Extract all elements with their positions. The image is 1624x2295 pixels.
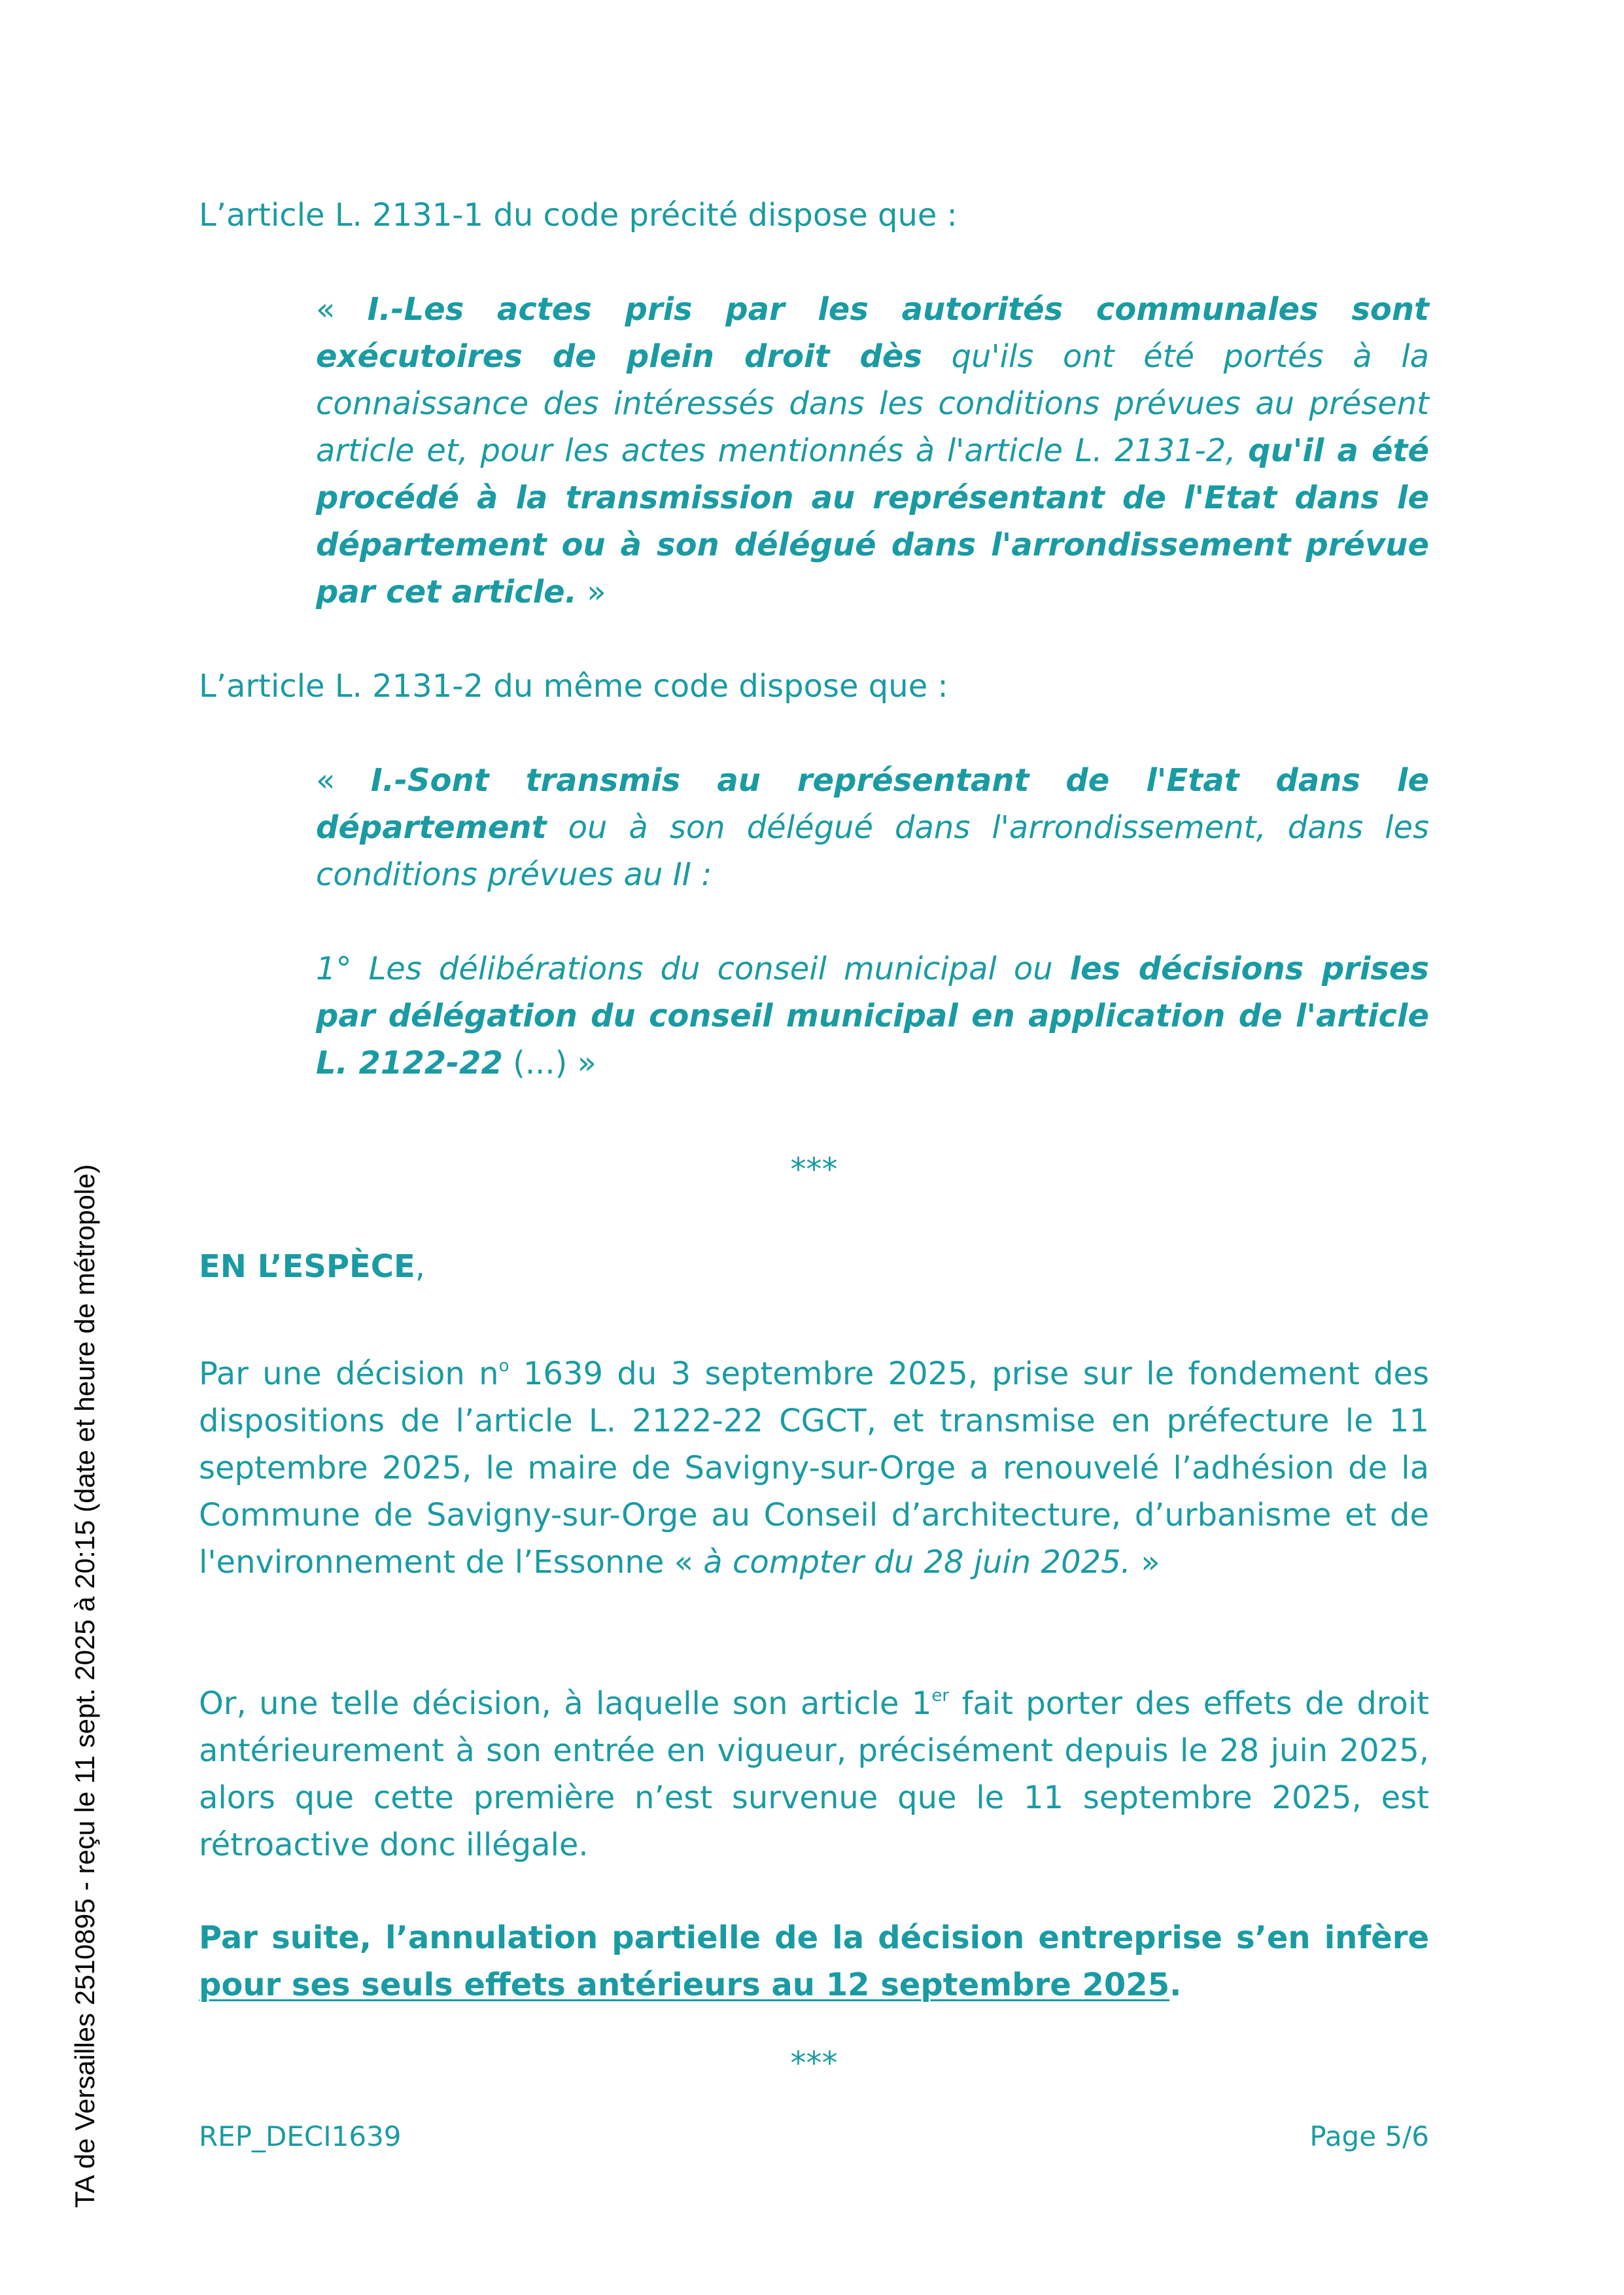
conclusion-end: . bbox=[1169, 1967, 1182, 2003]
para-superscript: er bbox=[931, 1686, 950, 1706]
section-heading-comma: , bbox=[415, 1248, 426, 1285]
quote-open: « bbox=[316, 291, 368, 328]
para-text-2: 1639 du 3 septembre 2025, prise sur le fondement des dispositions de l’article L. 2122-22 CGCT, et transmise en préfecture le 11 septembre 2025, le maire de Savigny-sur-Orge a renouvelé l’adhésion de la Commune de Savigny-sur-Orge au Conseil d’architecture, d’urbanisme et de l'environnement de l’Essonne « bbox=[199, 1356, 1429, 1581]
quote-text-1: ou à son délégué dans l'arrondissement, dans les conditions prévues au II : bbox=[316, 809, 1429, 893]
footer-page-number: Page 5/6 bbox=[1309, 2120, 1429, 2152]
quote-close: » bbox=[576, 574, 606, 610]
section-heading bbox=[199, 1243, 1429, 1290]
separator: *** bbox=[790, 2045, 838, 2082]
side-stamp: TA de Versailles 2510895 - reçu le 11 sept. 2025 à 20:15 (date et heure de métropole) bbox=[69, 1164, 100, 2208]
separator: *** bbox=[790, 1151, 838, 1188]
para-superscript: o bbox=[498, 1356, 510, 1376]
quote-item-1 bbox=[316, 945, 1429, 1087]
quote-article-2131-1 bbox=[316, 286, 1429, 616]
intro-article-2131-2: L’article L. 2131-2 du même code dispose que : bbox=[199, 668, 948, 705]
paragraph-conclusion bbox=[199, 1914, 1429, 2008]
paragraph-retroactivity bbox=[199, 1680, 1429, 1868]
conclusion-underlined: pour ses seuls effets antérieurs au 12 septembre 2025 bbox=[199, 1967, 1170, 2003]
quote-article-2131-2 bbox=[316, 757, 1429, 898]
quote-bold-1: I.-Les actes pris par les autorités communales sont exécutoires de plein droit dès bbox=[316, 291, 1429, 375]
section-heading-text: EN L’ESPÈCE bbox=[199, 1248, 415, 1285]
para-text-1: Or, une telle décision, à laquelle son article 1 bbox=[199, 1685, 932, 1722]
quote-bold-2: qu'il a été procédé à la transmission au représentant de l'Etat dans le département ou à son délégué dans l'arrondissement prévue par cet article. bbox=[316, 432, 1430, 610]
intro-article-2131-1: L’article L. 2131-1 du code précité dispose que : bbox=[199, 197, 958, 234]
conclusion-text: Par suite, l’annulation partielle de la décision entreprise s’en infère bbox=[199, 1919, 1429, 1956]
quote-text-2: (...) » bbox=[502, 1045, 596, 1081]
quote-open: « bbox=[316, 762, 371, 799]
quote-text-1: 1° Les délibérations du conseil municipal ou bbox=[316, 951, 1070, 987]
footer-reference: REP_DECI1639 bbox=[199, 2120, 402, 2152]
para-text-1: Par une décision n bbox=[199, 1356, 499, 1392]
quote-bold-1: I.-Sont transmis au représentant de l'Etat dans le département bbox=[316, 762, 1430, 846]
para-text-2: fait porter des effets de droit antérieurement à son entrée en vigueur, précisément depuis le 28 juin 2025, alors que cette première n’est survenue que le 11 septembre 2025, est rétroactive donc illégale. bbox=[199, 1685, 1429, 1863]
quote-bold-1: les décisions prises par délégation du conseil municipal en application de l'article L. 2122-22 bbox=[316, 951, 1429, 1081]
paragraph-decision bbox=[199, 1350, 1429, 1586]
para-close: » bbox=[1130, 1544, 1160, 1581]
quote-text-1: qu'ils ont été portés à la connaissance des intéressés dans les conditions prévues au présent article et, pour les actes mentionnés à l'article L. 2131-2, bbox=[316, 338, 1429, 469]
para-italic: à compter du 28 juin 2025. bbox=[703, 1544, 1131, 1581]
